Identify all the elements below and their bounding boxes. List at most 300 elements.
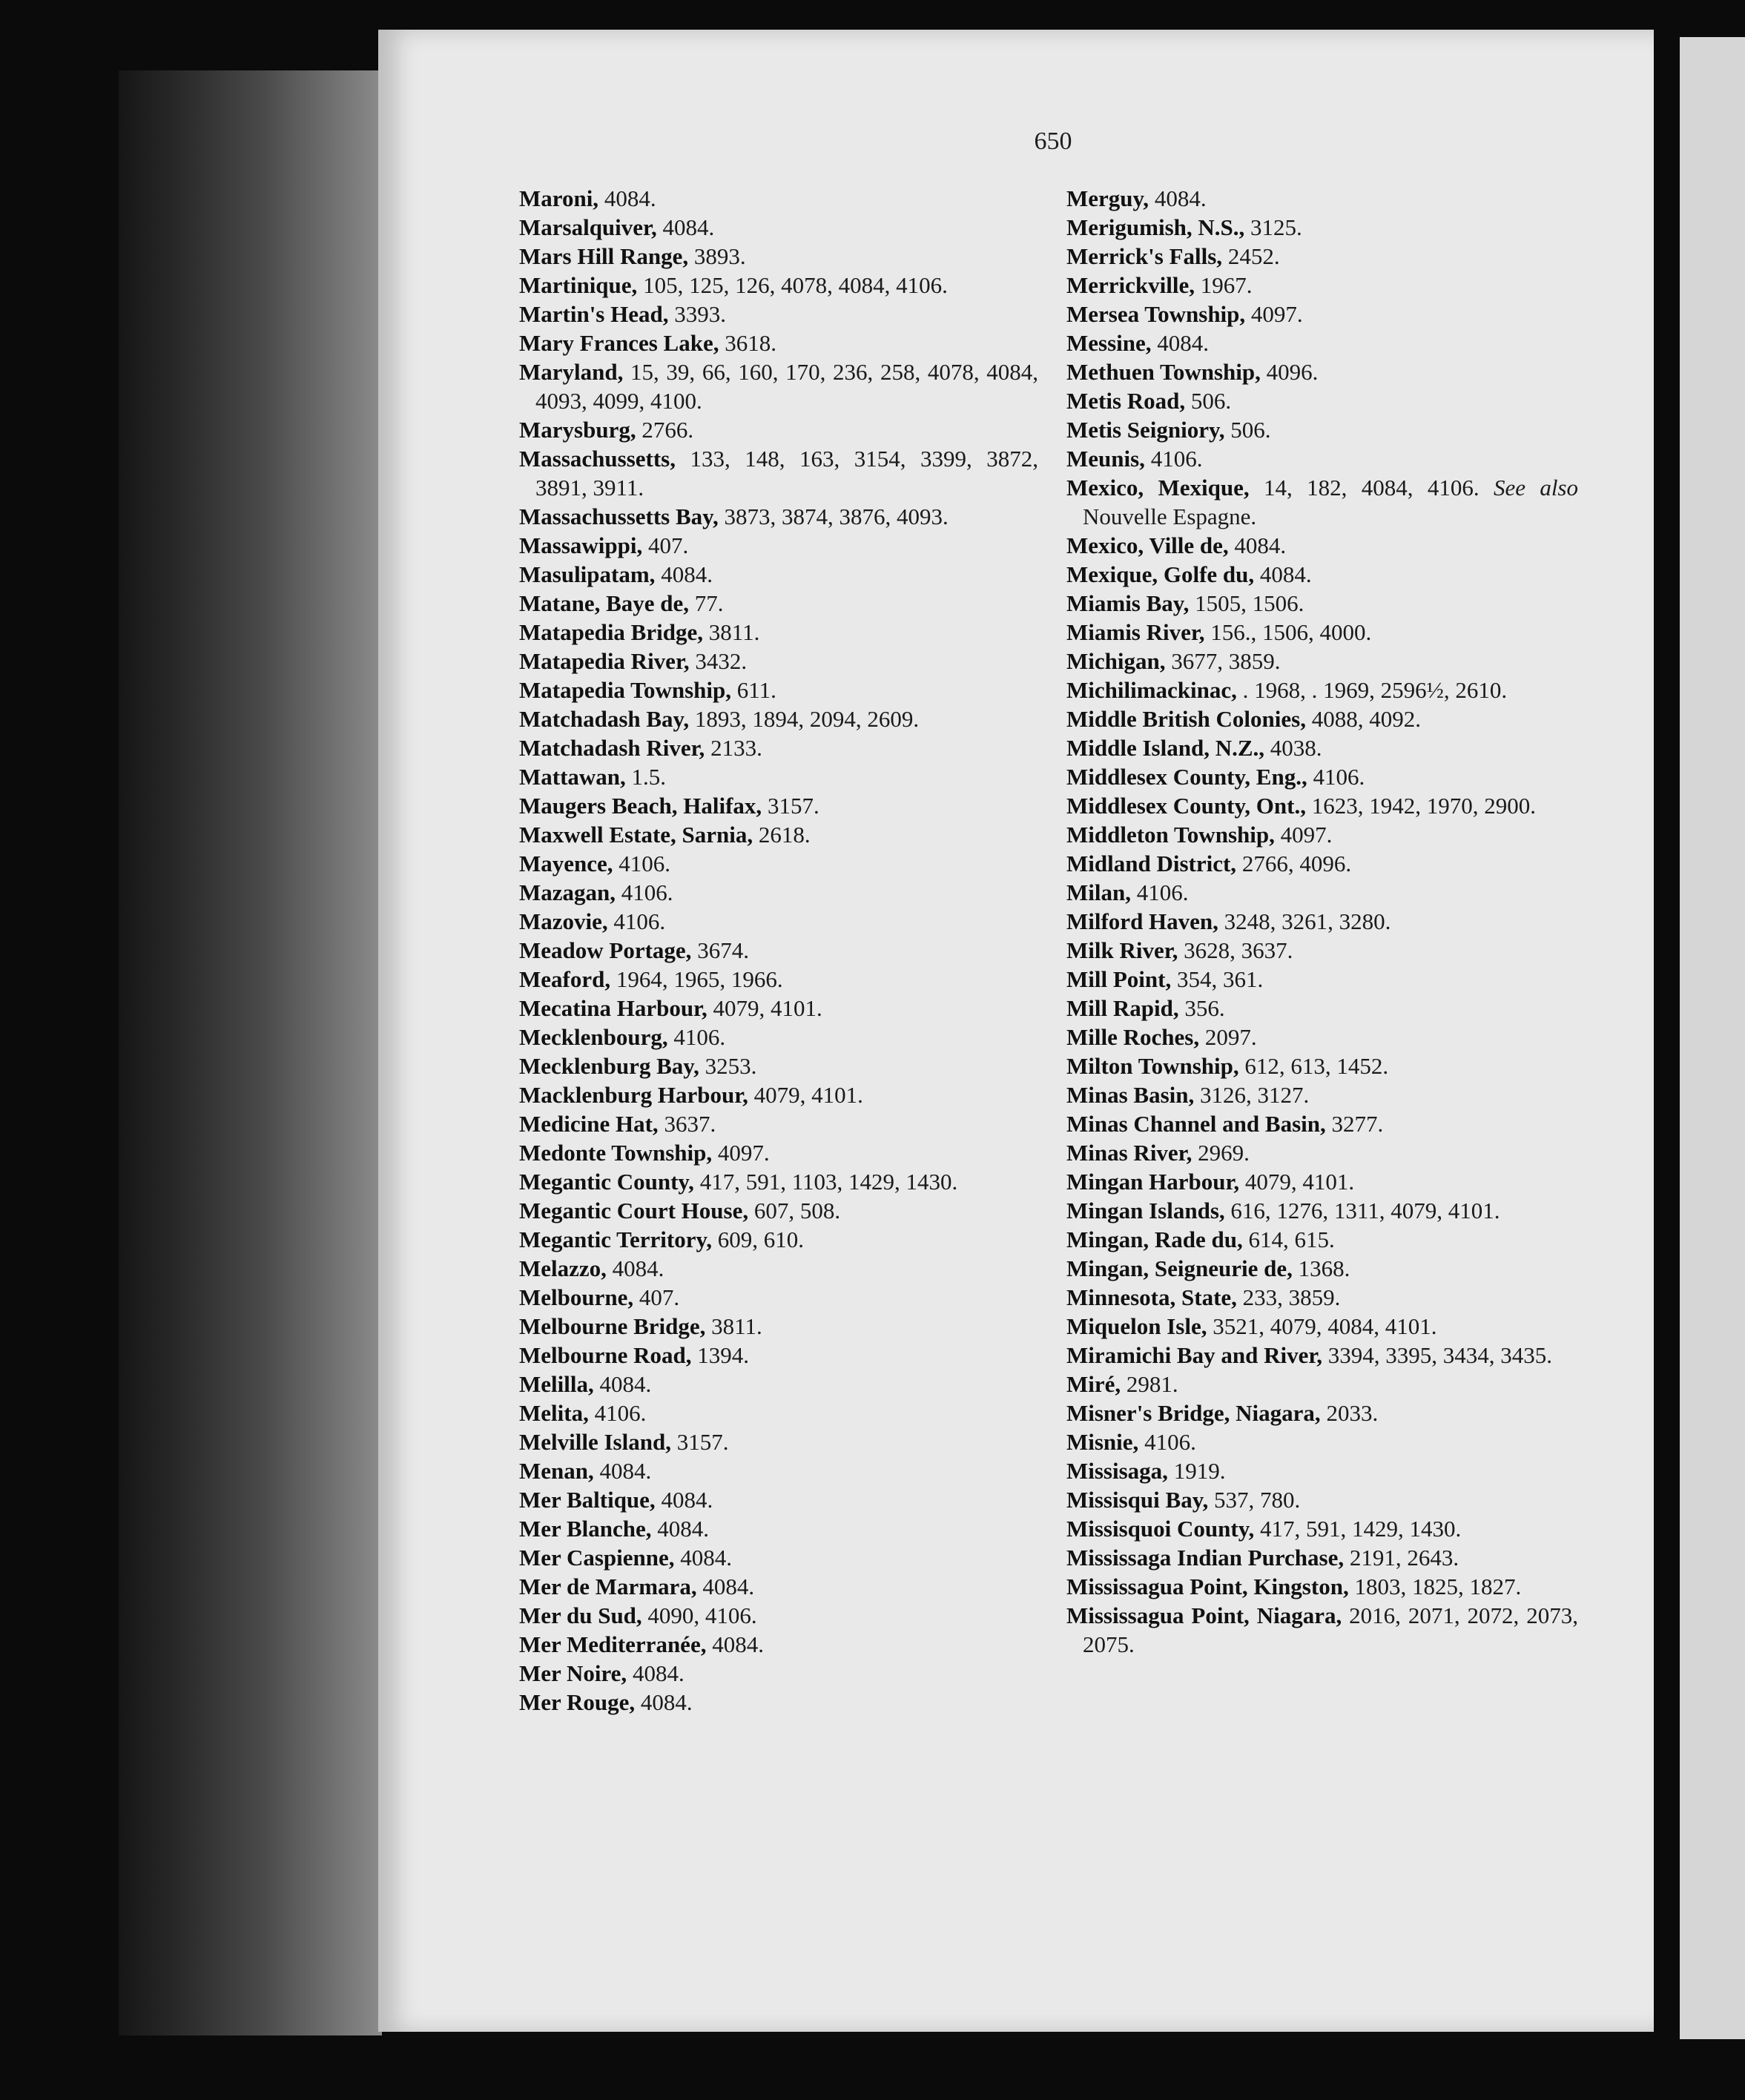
index-page-refs: 537, 780.: [1208, 1487, 1301, 1513]
index-page-refs: 1394.: [691, 1342, 749, 1368]
index-entry: [1066, 1312, 1578, 1341]
index-page-refs: 4084.: [696, 1574, 755, 1599]
index-entry: [1066, 762, 1578, 791]
index-entry: [1066, 936, 1578, 965]
index-term: Missisaga,: [1066, 1458, 1168, 1484]
index-term: Marysburg,: [519, 417, 636, 443]
index-page-refs: 4084.: [1228, 532, 1287, 558]
index-term: Martin's Head,: [519, 301, 669, 327]
index-entry: [519, 1370, 1038, 1399]
index-term: Minnesota, State,: [1066, 1284, 1237, 1310]
index-page-refs: 133, 148, 163, 3154, 3399, 3872, 3891, 3911.: [535, 446, 1038, 501]
index-page-refs: 4106.: [607, 908, 666, 934]
index-page-refs: 77.: [689, 590, 724, 616]
book-spine: [119, 70, 382, 2035]
index-entry: [519, 1080, 1038, 1109]
index-entry: [1066, 1601, 1578, 1659]
index-page-refs: 4084.: [593, 1371, 652, 1397]
index-page-refs: 609, 610.: [712, 1226, 804, 1252]
index-entry: [519, 242, 1038, 271]
index-term: Mill Point,: [1066, 966, 1172, 992]
index-term: Massawippi,: [519, 532, 643, 558]
index-page-refs: 4106.: [616, 879, 673, 905]
index-entry: [1066, 473, 1578, 531]
index-term: Mille Roches,: [1066, 1024, 1200, 1050]
index-entry: [519, 1138, 1038, 1167]
index-entry: [1066, 1167, 1578, 1196]
index-page-refs: 3394, 3395, 3434, 3435.: [1322, 1342, 1553, 1368]
index-entry: [519, 1051, 1038, 1080]
index-entry: [1066, 1051, 1578, 1080]
index-term: Meadow Portage,: [519, 937, 692, 963]
index-entry: [1066, 444, 1578, 473]
index-page-refs: . 1968, . 1969, 2596½, 2610.: [1236, 677, 1508, 703]
index-entry: [519, 907, 1038, 936]
index-entry: [519, 1283, 1038, 1312]
index-entry: [519, 820, 1038, 849]
index-page-refs: 417, 591, 1429, 1430.: [1254, 1516, 1462, 1542]
index-term: Mer Rouge,: [519, 1689, 636, 1715]
index-page-refs: 3521, 4079, 4084, 4101.: [1207, 1313, 1437, 1339]
index-term: Milan,: [1066, 879, 1131, 905]
index-entry: [1066, 733, 1578, 762]
index-term: Miré,: [1066, 1371, 1121, 1397]
index-page-refs: 2191, 2643.: [1344, 1545, 1459, 1571]
index-term: Matchadash Bay,: [519, 706, 690, 732]
index-entry: [1066, 1456, 1578, 1485]
index-entry: [1066, 1080, 1578, 1109]
index-term: Mingan Islands,: [1066, 1198, 1225, 1224]
index-term: Milk River,: [1066, 937, 1178, 963]
index-entry: [519, 300, 1038, 328]
index-entry: [519, 849, 1038, 878]
index-entry: [519, 704, 1038, 733]
facing-page-edge: [1680, 37, 1745, 2039]
index-term: Melilla,: [519, 1371, 594, 1397]
index-term: Masulipatam,: [519, 561, 656, 587]
index-term: Mingan, Seigneurie de,: [1066, 1255, 1293, 1281]
index-entry: [1066, 1196, 1578, 1225]
index-entry: [1066, 1109, 1578, 1138]
index-entry: [1066, 965, 1578, 994]
index-page-refs: 2033.: [1320, 1400, 1379, 1426]
index-term: Mary Frances Lake,: [519, 330, 719, 356]
index-page-refs: 3637.: [658, 1111, 716, 1137]
index-term: Mer Noire,: [519, 1660, 627, 1686]
index-term: Mingan Harbour,: [1066, 1169, 1240, 1195]
index-entry: [1066, 1283, 1578, 1312]
index-term: Mill Rapid,: [1066, 995, 1179, 1021]
page-number: 650: [1034, 128, 1072, 155]
index-entry: [519, 213, 1038, 242]
index-term: Mecklenburg Bay,: [519, 1053, 699, 1079]
index-term: Mazagan,: [519, 879, 616, 905]
index-term: Mecklenbourg,: [519, 1024, 668, 1050]
index-entry: [519, 531, 1038, 560]
index-entry: [1066, 791, 1578, 820]
index-page-refs: 356.: [1178, 995, 1225, 1021]
index-term: Middleton Township,: [1066, 822, 1275, 848]
index-entry: [1066, 560, 1578, 589]
index-entry: [519, 271, 1038, 300]
index-page-refs: 3157.: [762, 793, 819, 819]
index-entry: [1066, 328, 1578, 357]
index-entry: [1066, 618, 1578, 647]
index-term: Martinique,: [519, 272, 638, 298]
index-term: Mer de Marmara,: [519, 1574, 697, 1599]
index-term: Mer Mediterranée,: [519, 1631, 707, 1657]
see-also-target: Nouvelle Espagne.: [1083, 503, 1257, 529]
index-term: Miquelon Isle,: [1066, 1313, 1207, 1339]
index-page-refs: 3893.: [688, 243, 746, 269]
index-page-refs: 233, 3859.: [1236, 1284, 1341, 1310]
index-entry: [1066, 1514, 1578, 1543]
index-entry: [519, 618, 1038, 647]
index-term: Minas Basin,: [1066, 1082, 1195, 1108]
index-entry: [1066, 1485, 1578, 1514]
index-entry: [519, 1485, 1038, 1514]
index-term: Medonte Township,: [519, 1140, 713, 1166]
index-entry: [1066, 647, 1578, 676]
index-page-refs: 4106.: [1130, 879, 1189, 905]
index-term: Mississagua Point, Kingston,: [1066, 1574, 1349, 1599]
index-page-refs: 2133.: [705, 735, 762, 761]
index-term: Megantic County,: [519, 1169, 694, 1195]
index-term: Miamis River,: [1066, 619, 1205, 645]
index-page-refs: 1803, 1825, 1827.: [1348, 1574, 1522, 1599]
index-page-refs: 611.: [731, 677, 776, 703]
index-page-refs: 614, 615.: [1242, 1226, 1335, 1252]
index-entry: [1066, 386, 1578, 415]
index-page-refs: 4106.: [667, 1024, 726, 1050]
index-term: Michigan,: [1066, 648, 1166, 674]
index-page-refs: 4084.: [1151, 330, 1210, 356]
index-entry: [1066, 907, 1578, 936]
index-page-refs: 4090, 4106.: [641, 1602, 757, 1628]
index-page-refs: 4084.: [606, 1255, 664, 1281]
index-page-refs: 3126, 3127.: [1194, 1082, 1310, 1108]
index-term: Milford Haven,: [1066, 908, 1218, 934]
index-page-refs: 2452.: [1222, 243, 1280, 269]
index-term: Matapedia River,: [519, 648, 690, 674]
index-page-refs: 1919.: [1167, 1458, 1226, 1484]
index-term: Misner's Bridge, Niagara,: [1066, 1400, 1321, 1426]
index-entry: [1066, 1023, 1578, 1051]
index-term: Melita,: [519, 1400, 589, 1426]
index-term: Mexique, Golfe du,: [1066, 561, 1255, 587]
index-page-refs: 4084.: [655, 561, 713, 587]
index-term: Miramichi Bay and River,: [1066, 1342, 1323, 1368]
index-entry: [1066, 1254, 1578, 1283]
index-entry: [519, 560, 1038, 589]
index-term: Mayence,: [519, 851, 613, 876]
index-page-refs: 3628, 3637.: [1178, 937, 1293, 963]
index-page-refs: 3248, 3261, 3280.: [1218, 908, 1391, 934]
index-entry: [519, 1659, 1038, 1688]
index-entry: [519, 1514, 1038, 1543]
index-entry: [1066, 676, 1578, 704]
index-entry: [519, 1399, 1038, 1427]
index-entry: [519, 676, 1038, 704]
index-term: Melbourne Road,: [519, 1342, 692, 1368]
index-term: Metis Seigniory,: [1066, 417, 1225, 443]
index-page-refs: 3277.: [1325, 1111, 1384, 1137]
index-entry: [519, 1601, 1038, 1630]
index-term: Missisquoi County,: [1066, 1516, 1255, 1542]
index-term: Middle British Colonies,: [1066, 706, 1306, 732]
index-page-refs: 4038.: [1264, 735, 1322, 761]
index-page-refs: 4096.: [1260, 359, 1319, 385]
index-term: Mer Blanche,: [519, 1516, 652, 1542]
index-entry: [1066, 1427, 1578, 1456]
index-page-refs: 4084.: [655, 1487, 713, 1513]
index-entry: [519, 589, 1038, 618]
index-entry: [519, 184, 1038, 213]
index-term: Middlesex County, Eng.,: [1066, 764, 1307, 790]
index-term: Misnie,: [1066, 1429, 1139, 1455]
index-page-refs: 3393.: [668, 301, 726, 327]
index-entry: [1066, 531, 1578, 560]
index-page-refs: 506.: [1185, 388, 1232, 414]
index-entry: [519, 791, 1038, 820]
index-page-refs: 3432.: [689, 648, 748, 674]
index-term: Menan,: [519, 1458, 594, 1484]
index-page-refs: 612, 613, 1452.: [1238, 1053, 1389, 1079]
index-page-refs: 105, 125, 126, 4078, 4084, 4106.: [637, 272, 948, 298]
index-entry: [1066, 1370, 1578, 1399]
index-entry: [1066, 415, 1578, 444]
index-page-refs: 2016, 2071, 2072, 2073, 2075.: [1083, 1602, 1578, 1657]
index-entry: [519, 762, 1038, 791]
index-page-refs: 3157.: [670, 1429, 729, 1455]
index-entry: [519, 936, 1038, 965]
index-column-right: [1066, 184, 1578, 1659]
index-entry: [1066, 213, 1578, 242]
index-term: Massachussetts Bay,: [519, 503, 719, 529]
index-entry: [1066, 184, 1578, 213]
index-page-refs: 1505, 1506.: [1189, 590, 1304, 616]
index-entry: [1066, 300, 1578, 328]
index-page-refs: 4079, 4101.: [707, 995, 822, 1021]
index-entry: [1066, 1341, 1578, 1370]
index-entry: [519, 1023, 1038, 1051]
index-term: Matapedia Bridge,: [519, 619, 703, 645]
index-entry: [519, 965, 1038, 994]
index-page-refs: 3677, 3859.: [1165, 648, 1281, 674]
index-column-left: [519, 184, 1038, 1717]
index-entry: [1066, 1572, 1578, 1601]
index-entry: [1066, 878, 1578, 907]
index-page-refs: 4106.: [1307, 764, 1365, 790]
index-term: Methuen Township,: [1066, 359, 1261, 385]
index-page-refs: 2766, 4096.: [1236, 851, 1352, 876]
index-term: Mexico, Mexique,: [1066, 475, 1250, 501]
index-term: Marsalquiver,: [519, 214, 657, 240]
index-page-refs: 4097.: [1274, 822, 1333, 848]
index-entry: [1066, 357, 1578, 386]
index-entry: [519, 1312, 1038, 1341]
index-page-refs: 4084.: [674, 1545, 733, 1571]
index-page-refs: 4106.: [1144, 446, 1203, 472]
index-page-refs: 1893, 1894, 2094, 2609.: [689, 706, 920, 732]
index-term: Miamis Bay,: [1066, 590, 1190, 616]
index-page-refs: 3811.: [703, 619, 760, 645]
index-page-refs: 4084.: [651, 1516, 710, 1542]
index-page-refs: 4088, 4092.: [1305, 706, 1421, 732]
index-term: Metis Road,: [1066, 388, 1186, 414]
index-page-refs: 4097.: [712, 1140, 770, 1166]
index-page-refs: 4106.: [613, 851, 671, 876]
index-entry: [519, 1688, 1038, 1717]
index-page-refs: 4084.: [593, 1458, 652, 1484]
index-page-refs: 3125.: [1244, 214, 1302, 240]
index-entry: [519, 357, 1038, 415]
index-page-refs: 1368.: [1292, 1255, 1350, 1281]
index-page-refs: 4097.: [1245, 301, 1303, 327]
index-entry: [1066, 242, 1578, 271]
index-page-refs: 3618.: [719, 330, 776, 356]
index-term: Mars Hill Range,: [519, 243, 689, 269]
index-term: Maryland,: [519, 359, 624, 385]
index-term: Mer du Sud,: [519, 1602, 642, 1628]
index-page-refs: 3873, 3874, 3876, 4093.: [718, 503, 949, 529]
index-term: Meunis,: [1066, 446, 1145, 472]
index-page-refs: 3674.: [691, 937, 749, 963]
index-entry: [519, 1630, 1038, 1659]
index-page-refs: 3253.: [699, 1053, 757, 1079]
index-entry: [519, 444, 1038, 502]
index-term: Mazovie,: [519, 908, 608, 934]
index-term: Middle Island, N.Z.,: [1066, 735, 1265, 761]
index-entry: [519, 328, 1038, 357]
index-term: Missisqui Bay,: [1066, 1487, 1209, 1513]
index-term: Merrick's Falls,: [1066, 243, 1223, 269]
index-entry: [519, 647, 1038, 676]
index-entry: [1066, 849, 1578, 878]
index-page-refs: 2969.: [1192, 1140, 1250, 1166]
index-page-refs: 4084.: [598, 185, 656, 211]
index-term: Merigumish, N.S.,: [1066, 214, 1245, 240]
index-page-refs: 407.: [633, 1284, 680, 1310]
index-entry: [519, 1254, 1038, 1283]
index-term: Mississaga Indian Purchase,: [1066, 1545, 1345, 1571]
index-page-refs: 156., 1506, 4000.: [1204, 619, 1372, 645]
index-entry: [519, 1225, 1038, 1254]
index-entry: [1066, 1138, 1578, 1167]
index-entry: [519, 1543, 1038, 1572]
index-page-refs: 417, 591, 1103, 1429, 1430.: [693, 1169, 958, 1195]
index-term: Matane, Baye de,: [519, 590, 690, 616]
index-term: Maugers Beach, Halifax,: [519, 793, 762, 819]
index-term: Massachussetts,: [519, 446, 676, 472]
index-entry: [1066, 1543, 1578, 1572]
index-page-refs: 14, 182, 4084, 4106.: [1249, 475, 1494, 501]
index-page-refs: 2618.: [753, 822, 811, 848]
see-also-label: See also: [1493, 475, 1578, 501]
index-page-refs: 2766.: [636, 417, 694, 443]
index-entry: [519, 1572, 1038, 1601]
index-term: Mississagua Point, Niagara,: [1066, 1602, 1342, 1628]
index-term: Mer Caspienne,: [519, 1545, 675, 1571]
index-term: Matchadash River,: [519, 735, 705, 761]
index-term: Mingan, Rade du,: [1066, 1226, 1243, 1252]
index-term: Mer Baltique,: [519, 1487, 656, 1513]
index-term: Mersea Township,: [1066, 301, 1246, 327]
index-entry: [1066, 271, 1578, 300]
index-entry: [519, 1196, 1038, 1225]
index-page-refs: 4079, 4101.: [1239, 1169, 1355, 1195]
index-page-refs: 3811.: [705, 1313, 762, 1339]
index-term: Michilimackinac,: [1066, 677, 1237, 703]
index-term: Merguy,: [1066, 185, 1149, 211]
index-page-refs: 1623, 1942, 1970, 2900.: [1305, 793, 1536, 819]
index-term: Merrickville,: [1066, 272, 1195, 298]
index-term: Middlesex County, Ont.,: [1066, 793, 1306, 819]
index-page-refs: 1964, 1965, 1966.: [610, 966, 783, 992]
index-term: Milton Township,: [1066, 1053, 1239, 1079]
index-page-refs: 15, 39, 66, 160, 170, 236, 258, 4078, 4084, 4093, 4099, 4100.: [535, 359, 1038, 414]
index-term: Messine,: [1066, 330, 1152, 356]
index-term: Meaford,: [519, 966, 611, 992]
index-term: Macklenburg Harbour,: [519, 1082, 748, 1108]
index-entry: [519, 1456, 1038, 1485]
index-term: Midland District,: [1066, 851, 1237, 876]
index-page-refs: 354, 361.: [1171, 966, 1264, 992]
index-page-refs: 407.: [642, 532, 689, 558]
index-term: Melville Island,: [519, 1429, 671, 1455]
index-entry: [1066, 704, 1578, 733]
index-page-refs: 2981.: [1121, 1371, 1178, 1397]
index-page-refs: 4106.: [588, 1400, 647, 1426]
index-entry: [1066, 820, 1578, 849]
index-entry: [519, 415, 1038, 444]
index-page-refs: 607, 508.: [748, 1198, 841, 1224]
index-entry: [1066, 1399, 1578, 1427]
index-entry: [519, 1341, 1038, 1370]
index-page-refs: 4084.: [627, 1660, 685, 1686]
index-page-refs: 4079, 4101.: [748, 1082, 863, 1108]
index-page-refs: 616, 1276, 1311, 4079, 4101.: [1224, 1198, 1500, 1224]
index-term: Mexico, Ville de,: [1066, 532, 1229, 558]
index-term: Mattawan,: [519, 764, 626, 790]
index-term: Melbourne Bridge,: [519, 1313, 706, 1339]
index-entry: [1066, 994, 1578, 1023]
index-term: Megantic Court House,: [519, 1198, 749, 1224]
index-entry: [519, 1109, 1038, 1138]
index-page-refs: 4106.: [1138, 1429, 1196, 1455]
index-page-refs: 1967.: [1195, 272, 1253, 298]
index-page-refs: 1.5.: [625, 764, 667, 790]
index-term: Minas Channel and Basin,: [1066, 1111, 1326, 1137]
index-page-refs: 4084.: [1254, 561, 1312, 587]
index-term: Maroni,: [519, 185, 599, 211]
index-entry: [519, 994, 1038, 1023]
index-term: Melbourne,: [519, 1284, 634, 1310]
index-term: Minas River,: [1066, 1140, 1193, 1166]
index-term: Megantic Territory,: [519, 1226, 712, 1252]
index-entry: [519, 878, 1038, 907]
index-page-refs: 2097.: [1199, 1024, 1257, 1050]
index-term: Melazzo,: [519, 1255, 607, 1281]
index-page-refs: 4084.: [1149, 185, 1207, 211]
index-term: Medicine Hat,: [519, 1111, 659, 1137]
index-page-refs: 4084.: [635, 1689, 693, 1715]
index-entry: [519, 733, 1038, 762]
index-page-refs: 4084.: [706, 1631, 764, 1657]
index-entry: [519, 1167, 1038, 1196]
index-term: Matapedia Township,: [519, 677, 731, 703]
index-term: Mecatina Harbour,: [519, 995, 707, 1021]
